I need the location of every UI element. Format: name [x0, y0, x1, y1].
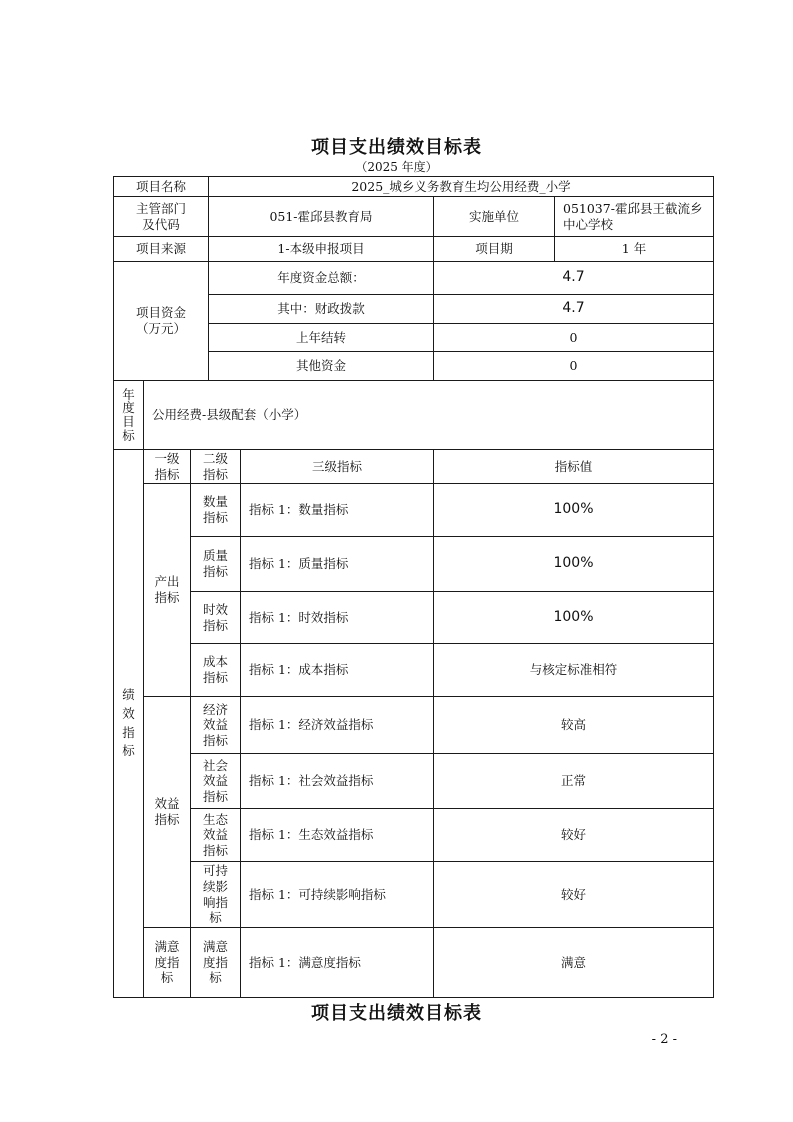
row-6-value: 正常 [433, 753, 714, 809]
row-3-value: 100% [433, 591, 714, 644]
row-5-level3: 指标 1：经济效益指标 [240, 696, 434, 754]
funds-label-line-2: （万元） [135, 321, 186, 336]
annual-goal-label-char-3: 目 [122, 414, 135, 429]
row-7-value: 较好 [433, 808, 714, 862]
group-benefit-line-1: 效益 [154, 796, 180, 812]
funds-label-line-1: 项目资金 [135, 305, 186, 321]
row-6-level2-line-3: 指标 [202, 788, 228, 804]
row-9-value: 满意 [433, 927, 714, 998]
row-8-level2-line-4: 标 [209, 910, 222, 926]
source-value: 1-本级申报项目 [208, 236, 434, 262]
row-8-value: 较好 [433, 861, 714, 928]
dept-label-line-2: 及代码 [142, 216, 180, 232]
group-output [143, 483, 191, 697]
funds-carryover-label: 上年结转 [208, 323, 434, 352]
row-7-level2-line-2: 效益 [202, 827, 228, 843]
row-5-level2-line-1: 经济 [202, 701, 228, 717]
annual-goal-text: 公用经费-县级配套（小学） [143, 380, 714, 450]
row-7-level2-line-1: 生态 [202, 811, 228, 827]
row-2-value: 100% [433, 536, 714, 592]
page-subtitle: （2025 年度） [355, 160, 438, 174]
row-4-level2-line-2: 指标 [202, 670, 228, 685]
row-2-level2-line-1: 质量 [202, 548, 228, 564]
col-level1-line-2: 指标 [154, 466, 180, 482]
performance-label-char-2: 效 [122, 705, 135, 721]
group-output-line-2: 指标 [154, 590, 180, 605]
annual-goal-label-char-2: 度 [122, 400, 135, 416]
annual-goal-label [113, 380, 144, 450]
col-level2-header [190, 449, 241, 484]
group-benefit [143, 696, 191, 928]
project-name-label: 项目名称 [113, 176, 209, 197]
period-label: 项目期 [433, 236, 555, 262]
dept-label-line-1: 主管部门 [135, 200, 186, 216]
row-6-level2-line-1: 社会 [202, 757, 228, 773]
unit-label: 实施单位 [433, 196, 555, 237]
row-9-level2-line-3: 标 [209, 970, 222, 986]
performance-label [113, 449, 144, 998]
row-8-level2-line-2: 续影 [202, 878, 228, 894]
funds-fiscal-label: 其中：财政拨款 [208, 294, 434, 324]
row-8-level2 [190, 861, 241, 928]
row-5-level2-line-2: 效益 [202, 717, 228, 733]
row-4-level2-line-1: 成本 [202, 654, 228, 670]
row-3-level2-line-2: 指标 [202, 617, 228, 633]
row-9-level2 [190, 927, 241, 998]
row-6-level3: 指标 1：社会效益指标 [240, 753, 434, 809]
period-value: 1 年 [554, 236, 714, 262]
group-satisfaction [143, 927, 191, 998]
row-4-value: 与核定标准相符 [433, 643, 714, 697]
group-benefit-line-2: 指标 [154, 812, 180, 827]
row-4-level2 [190, 643, 241, 697]
row-3-level2-line-1: 时效 [202, 601, 228, 617]
project-name-value: 2025_城乡义务教育生均公用经费_小学 [208, 176, 714, 197]
col-value-header: 指标值 [433, 449, 714, 484]
performance-label-char-3: 指 [122, 724, 135, 740]
annual-goal-label-char-1: 年 [122, 386, 135, 402]
group-output-line-1: 产出 [154, 574, 180, 590]
funds-other-value: 0 [433, 351, 714, 381]
row-8-level3: 指标 1：可持续影响指标 [240, 861, 434, 928]
row-8-level2-line-3: 响指 [202, 894, 228, 910]
row-6-level2-line-2: 效益 [202, 773, 228, 789]
group-satisfaction-line-3: 标 [160, 970, 174, 986]
row-7-level3: 指标 1：生态效益指标 [240, 808, 434, 862]
funds-carryover-value: 0 [433, 323, 714, 352]
col-level3-header: 三级指标 [240, 449, 434, 484]
col-level1-line-1: 一级 [154, 450, 180, 466]
row-6-level2 [190, 753, 241, 809]
row-3-level3: 指标 1：时效指标 [240, 591, 434, 644]
row-2-level3: 指标 1：质量指标 [240, 536, 434, 592]
row-2-level2-line-2: 指标 [202, 564, 228, 579]
row-9-level2-line-2: 度指 [202, 954, 228, 970]
funds-total-label: 年度资金总额： [208, 261, 434, 295]
row-2-level2 [190, 536, 241, 592]
row-1-level2 [190, 483, 241, 537]
row-5-level2-line-3: 指标 [202, 732, 228, 748]
row-1-value: 100% [433, 483, 714, 537]
page-number: - 2 - [651, 1032, 677, 1047]
row-3-level2 [190, 591, 241, 644]
row-8-level2-line-1: 可持 [202, 863, 228, 879]
annual-goal-label-char-4: 标 [122, 427, 135, 443]
col-level2-line-1: 二级 [202, 450, 228, 466]
row-9-level2-line-1: 满意 [202, 939, 228, 955]
row-1-level3: 指标 1：数量指标 [240, 483, 434, 537]
unit-value: 051037-霍邱县王截流乡中心学校 [554, 196, 714, 237]
funds-other-label: 其他资金 [208, 351, 434, 381]
performance-label-char-1: 绩 [122, 687, 135, 702]
row-5-level2 [190, 696, 241, 754]
row-7-level2 [190, 808, 241, 862]
row-7-level2-line-3: 指标 [202, 842, 228, 858]
group-satisfaction-line-1: 满意 [154, 939, 180, 955]
row-5-value: 较高 [433, 696, 714, 754]
row-1-level2-line-1: 数量 [202, 494, 228, 510]
footer-title: 项目支出绩效目标表 [311, 1003, 482, 1024]
performance-label-char-4: 标 [122, 743, 135, 759]
row-9-level3: 指标 1：满意度指标 [240, 927, 434, 998]
source-label: 项目来源 [113, 236, 209, 262]
funds-label [113, 261, 209, 381]
funds-fiscal-value: 4.7 [433, 294, 714, 324]
group-satisfaction-line-2: 度指 [154, 954, 180, 970]
col-level2-line-2: 指标 [202, 466, 228, 482]
col-level1-header [143, 449, 191, 484]
row-1-level2-line-2: 指标 [202, 510, 228, 525]
row-4-level3: 指标 1：成本指标 [240, 643, 434, 697]
funds-total-value: 4.7 [433, 261, 714, 295]
dept-value: 051-霍邱县教育局 [208, 196, 434, 237]
dept-label [113, 196, 209, 237]
page-title: 项目支出绩效目标表 [311, 137, 482, 158]
